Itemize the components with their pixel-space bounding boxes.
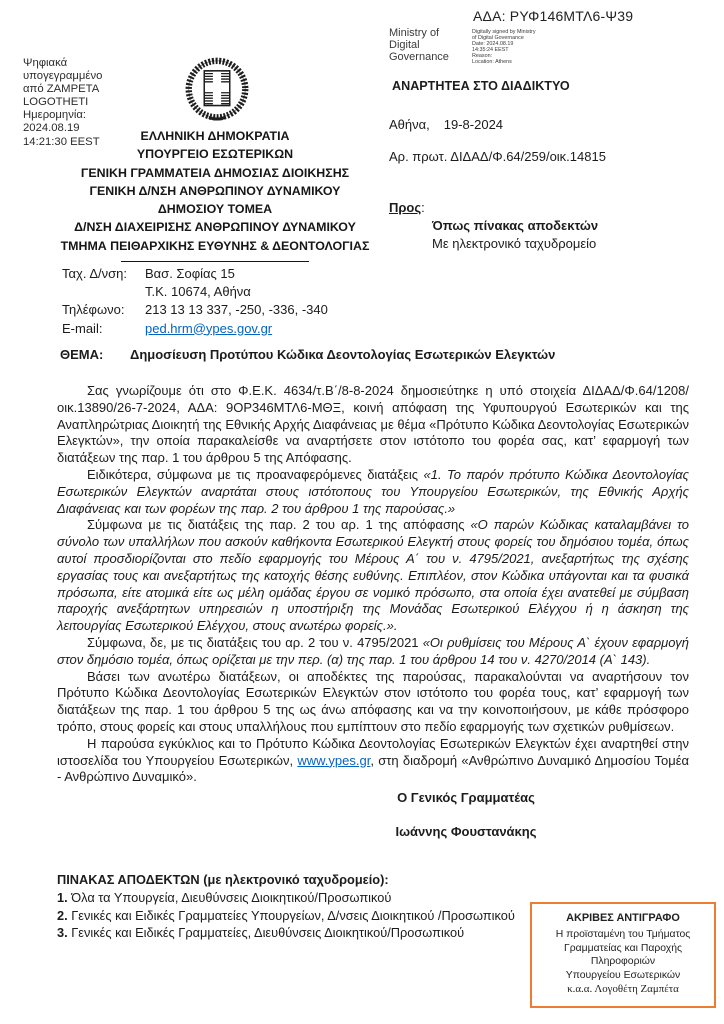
certified-copy-line: Υπουργείου Εσωτερικών (565, 970, 681, 982)
contact-label: Ταχ. Δ/νση: (62, 266, 128, 281)
protocol-number: Αρ. πρωτ. ΔΙΔΑΔ/Φ.64/259/οικ.14815 (389, 149, 606, 164)
org-line: Δ/ΝΣΗ ΔΙΑΧΕΙΡΙΣΗΣ ΑΝΘΡΩΠΙΝΟΥ ΔΥΝΑΜΙΚΟΥ (74, 220, 356, 235)
recipients-table (57, 871, 537, 942)
signatory-name: Ιωάννης Φουστανάκης (395, 824, 537, 839)
signature-line: υπογεγραμμένο (23, 70, 103, 83)
body-paragraph (57, 669, 689, 736)
digital-governance-stamp (389, 28, 536, 66)
contact-value: 213 13 13 337, -250, -336, -340 (145, 302, 328, 318)
internet-publication-notice: ΑΝΑΡΤΗΤΕΑ ΣΤΟ ΔΙΑΔΙΚΤΥΟ (392, 79, 570, 93)
subject-label: ΘΕΜΑ: (60, 347, 104, 362)
org-line: ΓΕΝΙΚΗ ΓΡΑΜΜΑΤΕΙΑ ΔΗΜΟΣΙΑΣ ΔΙΟΙΚΗΣΗΣ (80, 165, 350, 180)
signature-line: Ημερομηνία: (23, 109, 87, 122)
body-paragraph (57, 517, 689, 635)
certified-copy-box (530, 902, 716, 1008)
stamp-details: Digitally signed by Ministry of Digital Governance Date: 2024.08.19 14:35:24 EEST Reason: Location: Athens (472, 29, 536, 66)
contact-label: E-mail: (62, 320, 103, 336)
recipient-item: 1. Όλα τα Υπουργεία, Διευθύνσεις Διοικητικού/Προσωπικού (57, 889, 392, 905)
document-body (57, 383, 689, 786)
body-paragraph (57, 635, 689, 669)
signatory-title: Ο Γενικός Γραμματέας (397, 790, 535, 805)
body-paragraph (57, 736, 689, 786)
org-line: ΕΛΛΗΝΙΚΗ ΔΗΜΟΚΡΑΤΙΑ (140, 129, 290, 143)
to-line: Προς: (389, 200, 425, 215)
text-run: Σας γνωρίζουμε ότι στο Φ.Ε.Κ. 4634/τ.Β΄/8-8-2024 δημοσιεύτηκε η υπό στοιχεία ΔΙΔΑΔ/Φ.64/1208/οικ.13890/26-7-2024, ΑΔΑ: 9ΟΡ346ΜΤΛ6-ΜΘΞ, κοινή απόφαση της Υφυπουργού Εσωτερικών και της Αναπληρώτριας Διοικητή της Εθνικής Αρχής Διαφάνειας με θέμα «Πρότυπο Κώδικα Δεοντολογίας Εσωτερικών Ελεγκτών», την οποία παρακαλείσθε να αναρτήσετε στον ιστότοπο του φορέα σας, κατ’ εφαρμογή των διατάξεων της παρ. 1 του άρθρου 5 της Απόφασης. (57, 383, 689, 466)
text-run: «Ο παρών Κώδικας καταλαμβάνει το σύνολο των υπαλλήλων που ασκούν καθήκοντα Εσωτερικού Ελεγκτή στους φορείς του δημόσιου τομέα, όπως αυτοί προσδιορίζονται στο πεδίο εφαρμογής του Μέρους Α΄ του ν. 4795/2021, ανεξαρτήτως της σχέσης εργασίας τους και ανεξαρτήτως της κατοχής θέσης ευθύνης. Επιπλέον, στον Κώδικα υπάγονται και τα φυσικά πρόσωπα, είτε ατομικά είτε ως μέλη ομάδας έργου σε νομικό πρόσωπο, στα οποία έχει ανατεθεί με σύμβαση παροχής ανεξάρτητων υπηρεσιών η υποστήριξη της Μονάδας Εσωτερικού Ελέγχου ή η άσκηση της λειτουργίας Εσωτερικού Ελέγχου, στους ανωτέρω φορείς.». (57, 517, 689, 634)
contact-label (62, 283, 145, 301)
addressee-block (389, 199, 598, 253)
org-line: ΥΠΟΥΡΓΕΙΟ ΕΣΩΤΕΡΙΚΩΝ (136, 147, 294, 162)
ypes-website-link[interactable]: www.ypes.gr (297, 752, 371, 768)
text-run: «Οι ρυθμίσεις του Μέρους Α` έχουν εφαρμογή στον δημόσιο τομέα, όπως ορίζεται με την περ. (α) της παρ. 1 του άρθρου 14 του ν. 4270/2014 (Α` 143). (57, 634, 689, 667)
contact-value: Τ.Κ. 10674, Αθήνα (145, 284, 251, 300)
header-divider (121, 261, 309, 262)
signature-line: από ZAMPETA (23, 83, 100, 96)
text-run: «1. Το παρόν πρότυπο Κώδικα Δεοντολογίας Εσωτερικών Ελεγκτών αναρτάται στους ιστότοπους του Υπουργείου Εσωτερικών, της Εθνικής Αρχής Διαφάνειας και των φορέων της παρ. 2 του άρθρου 1 της παρούσας.» (57, 466, 690, 516)
certified-copy-line: Γραμματείας και Παροχής (563, 942, 682, 954)
text-run: Ειδικότερα, σύμφωνα με τις προαναφερόμενες διατάξεις (87, 466, 424, 482)
certified-copy-title: ΑΚΡΙΒΕΣ ΑΝΤΙΓΡΑΦΟ (566, 912, 680, 924)
to-label: Προς (389, 200, 422, 215)
city-date (389, 117, 503, 132)
org-line: ΓΕΝΙΚΗ Δ/ΝΣΗ ΑΝΘΡΩΠΙΝΟΥ ΔΥΝΑΜΙΚΟΥ (89, 183, 341, 198)
text-run: , στη διαδρομή «Ανθρώπινο Δυναμικό Δημοσίου Τομέα - Ανθρώπινο Δυναμικό». (57, 752, 689, 785)
signatory-block (330, 790, 602, 839)
addressee-main: Όπως πίνακας αποδεκτών (432, 218, 599, 233)
city: Αθήνα, (389, 117, 430, 132)
date: 19-8-2024 (443, 117, 504, 132)
signature-line: Ψηφιακά (23, 57, 68, 69)
subject-line (60, 347, 688, 362)
greek-national-emblem-icon (176, 57, 258, 123)
issuing-authority-header (5, 127, 425, 262)
certified-copy-line: Πληροφοριών (590, 956, 656, 968)
subject-text: Δημοσίευση Προτύπου Κώδικα Δεοντολογίας Εσωτερικών Ελεγκτών (130, 347, 556, 362)
org-line: ΤΜΗΜΑ ΠΕΙΘΑΡΧΙΚΗΣ ΕΥΘΥΝΗΣ & ΔΕΟΝΤΟΛΟΓΙΑΣ (60, 238, 370, 253)
recipients-heading: ΠΙΝΑΚΑΣ ΑΠΟΔΕΚΤΩΝ (με ηλεκτρονικό ταχυδρομείο): (57, 872, 389, 887)
contact-value: Βασ. Σοφίας 15 (145, 266, 235, 281)
ada-code: ΑΔΑ: ΡΥΦ146ΜΤΛ6-Ψ39 (473, 8, 634, 24)
email-link[interactable]: ped.hrm@ypes.gov.gr (145, 320, 273, 336)
body-paragraph (57, 467, 689, 517)
text-run: Σύμφωνα με τις διατάξεις της παρ. 2 του αρ. 1 της απόφασης (87, 517, 471, 533)
contact-info-block (62, 265, 328, 338)
ministry-name: Ministry of Digital Governance (389, 27, 449, 63)
contact-row (62, 320, 328, 338)
certified-copy-signer: κ.α.α. Λογοθέτη Ζαμπέτα (567, 982, 679, 995)
contact-row (62, 301, 328, 319)
addressee-method: Με ηλεκτρονικό ταχυδρομείο (432, 236, 597, 251)
text-run: Η παρούσα εγκύκλιος και το Πρότυπο Κώδικα Δεοντολογίας Εσωτερικών Ελεγκτών έχει αναρτηθεί στην ιστοσελίδα του Υπουργείου Εσωτερικών, (57, 735, 689, 768)
body-paragraph (57, 383, 689, 467)
contact-label: Τηλέφωνο: (62, 302, 125, 318)
signature-line: 2024.08.19 (23, 122, 80, 135)
text-run: Σύμφωνα, δε, με τις διατάξεις του αρ. 2 του ν. 4795/2021 (87, 634, 423, 650)
certified-copy-line: Η προϊσταμένη του Τμήματος (555, 928, 691, 940)
signature-line: 14:21:30 EEST (23, 135, 100, 148)
recipient-item: 2. Γενικές και Ειδικές Γραμματείες Υπουργείων, Δ/νσεις Διοικητικού /Προσωπικού (57, 907, 515, 923)
contact-row (62, 283, 328, 301)
contact-row (62, 265, 328, 283)
text-run: Βάσει των ανωτέρω διατάξεων, οι αποδέκτες της παρούσας, παρακαλούνται να αναρτήσουν τον Πρότυπο Κώδικα Δεοντολογίας Εσωτερικών Ελεγκτών στον ιστότοπο του φορέα τους, κατ’ εφαρμογή των διατάξεων της παρ. 1 του άρθρου 5 της ως άνω απόφασης και να την κοινοποιήσουν, με κάθε πρόσφορο τρόπο, στους φορείς και στους υπαλλήλους που εμπίπτουν στο πεδίο εφαρμογής των σχετικών ρυθμίσεων. (57, 668, 689, 734)
signature-line: LOGOTHETI (23, 96, 89, 109)
recipient-item: 3. Γενικές και Ειδικές Γραμματείες, Διευθύνσεις Διοικητικού/Προσωπικού (57, 925, 465, 941)
org-line: ΔΗΜΟΣΙΟΥ ΤΟΜΕΑ (157, 202, 273, 217)
